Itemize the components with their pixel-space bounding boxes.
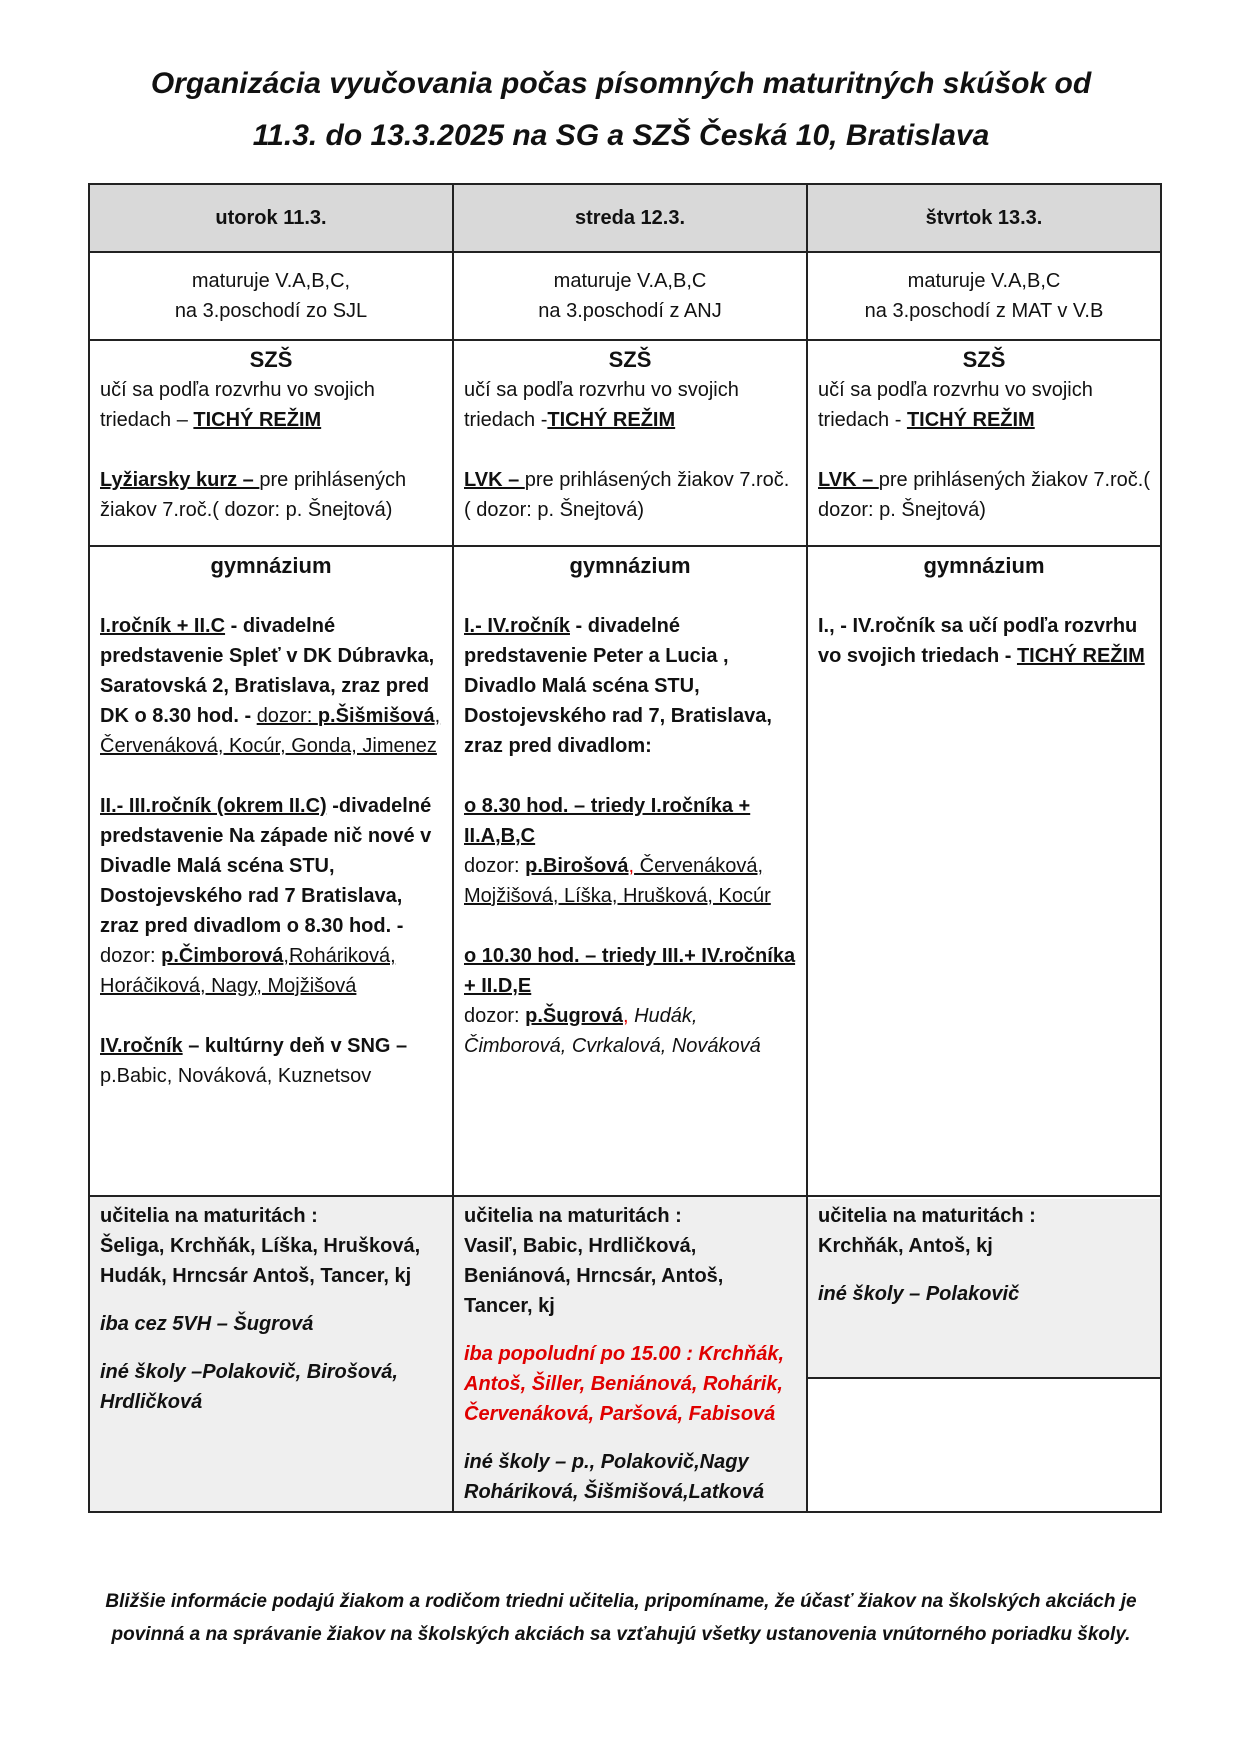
title-line-1: Organizácia vyučovania počas písomných maturitných skúšok od (150, 67, 1092, 100)
header-row (89, 184, 1161, 252)
gym-people: p.Babic, Nováková, Kuznetsov (100, 1065, 372, 1087)
szs-cell-tuesday (89, 340, 453, 546)
gym-title: gymnázium (923, 553, 1045, 578)
szs-title: SZŠ (249, 347, 293, 372)
day-header-wednesday: streda 12.3. (453, 184, 807, 252)
silent-mode: TICHÝ REŽIM (193, 409, 322, 431)
teachers-note: iné školy – p., Polakovič,Nagy Roháriková, Šišmišová,Latková (464, 1451, 765, 1503)
gym-time-slot: o 10.30 hod. – triedy III.+ IV.ročníka + II.D,E (464, 945, 796, 997)
course-text: LVK – pre prihlásených žiakov 7.roč. ( dozor: p. Šnejtová) (464, 469, 790, 521)
gym-cell-wednesday (453, 546, 807, 1196)
silent-mode: TICHÝ REŽIM (906, 409, 1035, 431)
szs-cell-wednesday (453, 340, 807, 546)
exam-row (89, 252, 1161, 340)
day-header-thursday: štvrtok 13.3. (807, 184, 1161, 252)
gym-title: gymnázium (569, 553, 691, 578)
szs-cell-thursday (807, 340, 1161, 546)
teachers-note: iné školy –Polakovič, Birošová, Hrdličková (100, 1361, 398, 1413)
teachers-names: Krchňák, Antoš, kj (818, 1235, 993, 1257)
szs-text: učí sa podľa rozvrhu vo svojich triedach – TICHÝ REŽIM (100, 379, 375, 431)
gym-title: gymnázium (210, 553, 332, 578)
title-line-2: 11.3. do 13.3.2025 na SG a SZŠ Česká 10, Bratislava (252, 119, 990, 152)
gym-paragraph: I.- IV.ročník - divadelné predstavenie Peter a Lucia , Divadlo Malá scéna STU, Dostojevského rad 7, Bratislava, zraz pred divadlom: (464, 615, 772, 757)
gym-paragraph: I.ročník + II.C - divadelné predstavenie Spleť v DK Dúbravka, Saratovská 2, Bratislava, zraz pred DK o 8.30 hod. - dozor: p.Šišmišová, Červenáková, Kocúr, Gonda, Jimenez (100, 615, 441, 757)
gym-cell-tuesday (89, 546, 453, 1196)
course-text: Lyžiarsky kurz – pre prihlásených žiakov 7.roč.( dozor: p. Šnejtová) (100, 469, 407, 521)
exam-line: na 3.poschodí z MAT v V.B (864, 300, 1104, 322)
gym-paragraph: II.- III.ročník (okrem II.C) -divadelné predstavenie Na západe nič nové v Divadle Malá scéna STU, Dostojevského rad 7 Bratislava, zraz pred divadlom o 8.30 hod. - dozor: p.Čimborová,Rohárikov​á, Horáčiková, Nagy, Mojžišová (100, 795, 432, 997)
course-label: LVK – (464, 469, 525, 491)
page-title (0, 58, 1242, 162)
teachers-note-red: iba popoludní po 15.00 : Krchňák, Antoš, Šiller, Beniánová, Rohárik, Červenáková, Paršová, Fabisová (464, 1343, 785, 1425)
gym-time-slot: o 8.30 hod. – triedy I.ročníka + II.A,B,C (464, 795, 751, 847)
gym-paragraph: I., - IV.ročník sa učí podľa rozvrhu vo svojich triedach - TICHÝ REŽIM (818, 615, 1145, 667)
szs-row (89, 340, 1161, 546)
gym-paragraph: IV.ročník – kultúrny deň v SNG – (100, 1035, 408, 1057)
teachers-cell-wednesday (453, 1196, 807, 1512)
szs-text: učí sa podľa rozvrhu vo svojich triedach -TICHÝ REŽIM (464, 379, 739, 431)
exam-cell-thursday (807, 252, 1161, 340)
gym-dozor: dozor: p.Šugrová, Hudák, Čimborová, Cvrkalová, Nováková (464, 1005, 761, 1057)
teachers-row (89, 1196, 1161, 1512)
schedule-table (88, 183, 1162, 1513)
course-label: LVK – (818, 469, 879, 491)
teachers-names: Vasiľ, Babic, Hrdličková, Beniánová, Hrncsár, Antoš, Tancer, kj (464, 1235, 724, 1317)
teachers-label: učitelia na maturitách : (100, 1205, 318, 1227)
exam-line: na 3.poschodí zo SJL (174, 300, 368, 322)
teachers-note: iné školy – Polakovič (818, 1283, 1020, 1305)
teachers-cell-thursday (807, 1196, 1161, 1512)
course-label: Lyžiarsky kurz – (100, 469, 260, 491)
szs-title: SZŠ (608, 347, 652, 372)
teachers-names: Šeliga, Krchňák, Líška, Hrušková, Hudák, Hrncsár Antoš, Tancer, kj (100, 1235, 421, 1287)
teachers-label: učitelia na maturitách : (818, 1205, 1036, 1227)
day-header-tuesday: utorok 11.3. (89, 184, 453, 252)
szs-text: učí sa podľa rozvrhu vo svojich triedach - TICHÝ REŽIM (818, 379, 1093, 431)
exam-line: maturuje V.A,B,C (907, 270, 1061, 292)
course-text: LVK – pre prihlásených žiakov 7.roč.( dozor: p. Šnejtová) (818, 469, 1150, 521)
silent-mode: TICHÝ REŽIM (547, 409, 676, 431)
gymnasium-row (89, 546, 1161, 1196)
silent-mode: TICHÝ REŽIM (1016, 645, 1145, 667)
teachers-cell-tuesday (89, 1196, 453, 1512)
gym-dozor: dozor: p.Birošová, Červenáková, Mojžišová, Líška, Hrušková, Kocúr (464, 855, 771, 907)
exam-cell-wednesday (453, 252, 807, 340)
exam-line: maturuje V.A,B,C, (191, 270, 351, 292)
teachers-box (808, 1199, 1160, 1379)
teachers-note: iba cez 5VH – Šugrová (100, 1313, 314, 1335)
footer-note: Bližšie informácie podajú žiakom a rodičom triedni učitelia, pripomíname, že účasť žiakov na školských akciách je povinná a na správanie žiakov na školských akciách sa vzťahujú všetky ustanovenia vnútorného poriadku školy. (105, 1591, 1137, 1645)
teachers-label: učitelia na maturitách : (464, 1205, 682, 1227)
exam-cell-tuesday (89, 252, 453, 340)
szs-title: SZŠ (962, 347, 1006, 372)
exam-line: maturuje V.A,B,C (553, 270, 707, 292)
gym-cell-thursday (807, 546, 1161, 1196)
exam-line: na 3.poschodí z ANJ (538, 300, 722, 322)
